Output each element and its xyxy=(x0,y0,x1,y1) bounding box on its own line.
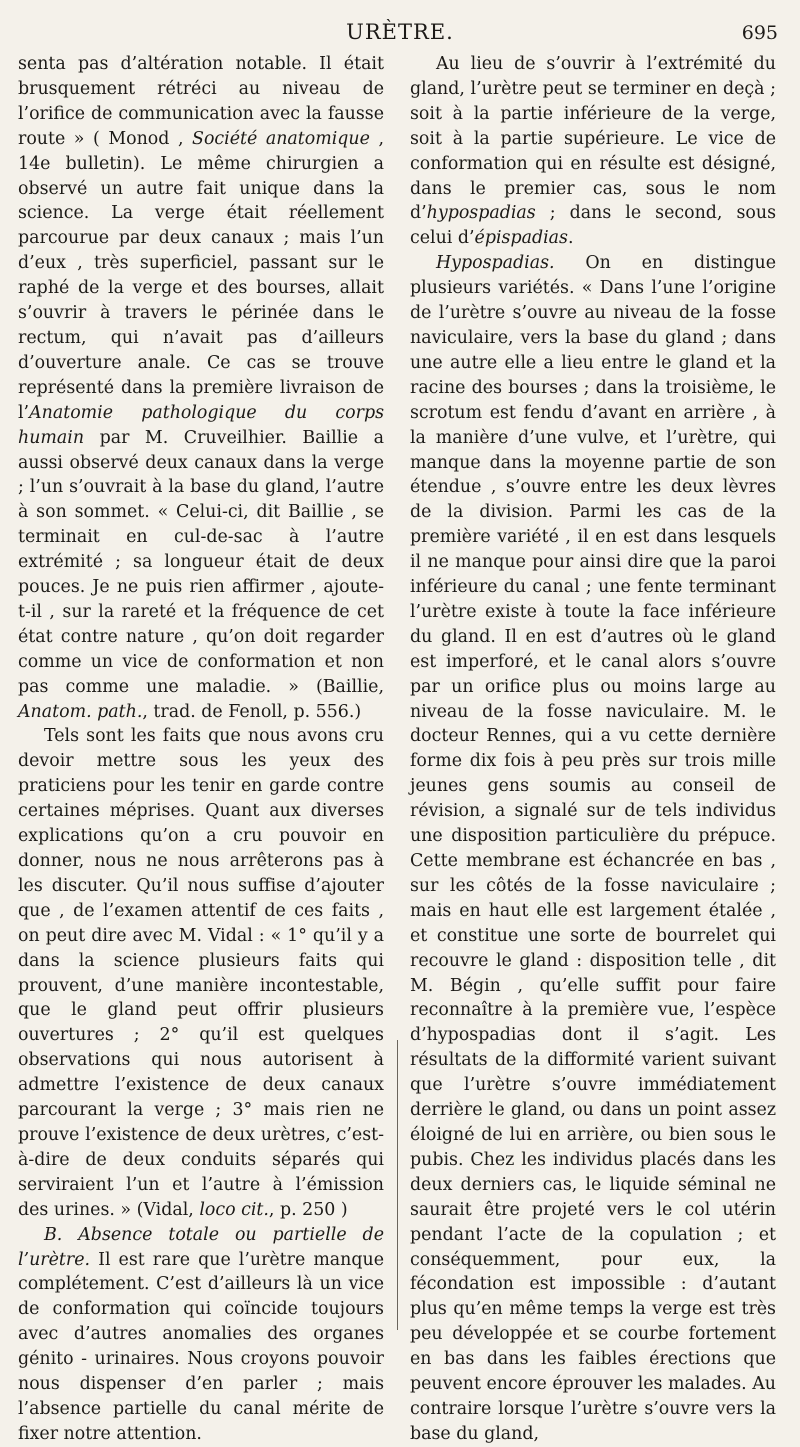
running-head: URÈTRE. xyxy=(346,20,454,44)
left-paragraph-1: senta pas d’altération notable. Il était brusquement rétréci au niveau de l’orifice de communication avec la fausse route » ( Monod , Société anatomique , 14e bulletin). Le même chirurgien a observé un autre fait unique dans la science. La verge était réellement parcourue par deux canaux ; mais l’un d’eux , très superficiel, passant sur le raphé de la verge et des bourses, allait s’ouvrir à travers le périnée dans le rectum, qui n’avait pas d’ailleurs d’ouverture anale. Ce cas se trouve représenté dans la première livraison de l’Anatomie pathologique du corps humain par M. Cruveilhier. Baillie a aussi observé deux canaux dans la verge ; l’un s’ouvrait à la base du gland, l’autre à son sommet. « Celui-ci, dit Baillie , se terminait en cul-de-sac à l’autre extrémité ; sa longueur était de deux pouces. Je ne puis rien affirmer , ajoute-t-il , sur la rareté et la fréquence de cet état contre nature , qu’on doit regarder comme un vice de conformation et non pas comme une maladie. » (Baillie, Anatom. path., trad. de Fenoll, p. 556.) xyxy=(18,54,385,722)
left-paragraph-3: B. Absence totale ou partielle de l’urètre. Il est rare que l’urètre manque complétement. C’est d’ailleurs là un vice de conformation qui coïncide toujours avec d’autres anomalies des organes génito - urinaires. Nous croyons pouvoir nous dispenser d’en parler ; mais l’absence partielle du canal mérite de fixer notre attention. xyxy=(18,1224,384,1444)
italic-run: Hypospadias. xyxy=(436,253,555,274)
right-column xyxy=(410,52,776,1447)
italic-run: loco cit. xyxy=(199,1199,269,1220)
left-paragraph-2: Tels sont les faits que nous avons cru devoir mettre sous les yeux des praticiens pour les tenir en garde contre certaines méprises. Quant aux diverses explications qu’on a cru pouvoir en donner, nous ne nous arrêterons pas à les discuter. Qu’il nous suffise d’ajouter que , de l’examen attentif de ces faits , on peut dire avec M. Vidal : « 1° qu’il y a dans la science plusieurs faits qui prouvent, d’une manière incontestable, que le gland peut offrir plusieurs ouvertures ; 2° qu’il est quelques observations qui nous autorisent à admettre l’existence de deux canaux parcourant la verge ; 3° mais rien ne prouve l’existence de deux urètres, c’est-à-dire de deux conduits séparés qui serviraient l’un et l’autre à l’émission des urines. » (Vidal, loco cit., p. 250 ) xyxy=(18,726,384,1220)
italic-run: Société anatomique xyxy=(192,128,370,149)
page-header xyxy=(0,14,800,50)
right-paragraph-2: Hypospadias. On en distingue plusieurs variétés. « Dans l’une l’origine de l’urètre s’ouvre au niveau de la fosse naviculaire, vers la base du gland ; dans une autre elle a lieu entre le gland et la racine des bourses ; dans la troisième, le scrotum est fendu d’avant en arrière , à la manière d’une vulve, et l’urètre, qui manque dans la moyenne partie de son étendue , s’ouvre entre les deux lèvres de la division. Parmi les cas de la première variété , il en est dans lesquels il ne manque pour ainsi dire que la paroi inférieure du canal ; une fente terminant l’urètre existe à toute la face inférieure du gland. Il en est d’autres où le gland est imperforé, et le canal alors s’ouvre par un orifice plus ou moins large au niveau de la fosse naviculaire. M. le docteur Rennes, qui a vu cette dernière forme dix fois à peu près sur trois mille jeunes gens soumis au conseil de révision, a signalé sur de tels individus une disposition particulière du prépuce. Cette membrane est échancrée en bas , sur les côtés de la fosse naviculaire ; mais en haut elle est largement étalée , et constitue une sorte de bourrelet qui recouvre le gland : disposition telle , dit M. Bégin , qu’elle suffit pour faire reconnaître à la première vue, l’espèce d’hypospadias dont il s’agit. Les résultats de la difformité varient suivant que l’urètre s’ouvre immédiatement derrière le gland, ou dans un point assez éloigné de lui en arrière, ou bien sous le pubis. Chez les individus placés dans les deux derniers cas, le liquide séminal ne saurait être projeté vers le col utérin pendant l’acte de la copulation ; et conséquemment, pour eux, la fécondation est impossible : d’autant plus qu’en même temps la verge est très peu développée et se courbe fortement en bas dans les faibles érections que peuvent encore éprouver les malades. Au contraire lorsque l’urètre s’ouvre vers la base du gland, xyxy=(410,253,776,1444)
italic-run: Anatomie pathologique du corps humain xyxy=(18,402,384,448)
left-column xyxy=(18,52,384,1447)
italic-run: hypospadias xyxy=(426,203,536,224)
right-paragraph-1: Au lieu de s’ouvrir à l’extrémité du gland, l’urètre peut se terminer en deçà ; soit à la partie inférieure de la verge, soit à la partie supérieure. Le vice de conformation qui en résulte est désigné, dans le premier cas, sous le nom d’hypospadias ; dans le second, sous celui d’épispadias. xyxy=(410,54,776,249)
italic-run: B. Absence totale ou partielle de l’urètre. xyxy=(18,1224,384,1270)
column-divider xyxy=(397,1040,398,1330)
italic-run: épispadias xyxy=(474,228,568,249)
page-number: 695 xyxy=(741,22,778,44)
italic-run: Anatom. path. xyxy=(18,701,143,722)
